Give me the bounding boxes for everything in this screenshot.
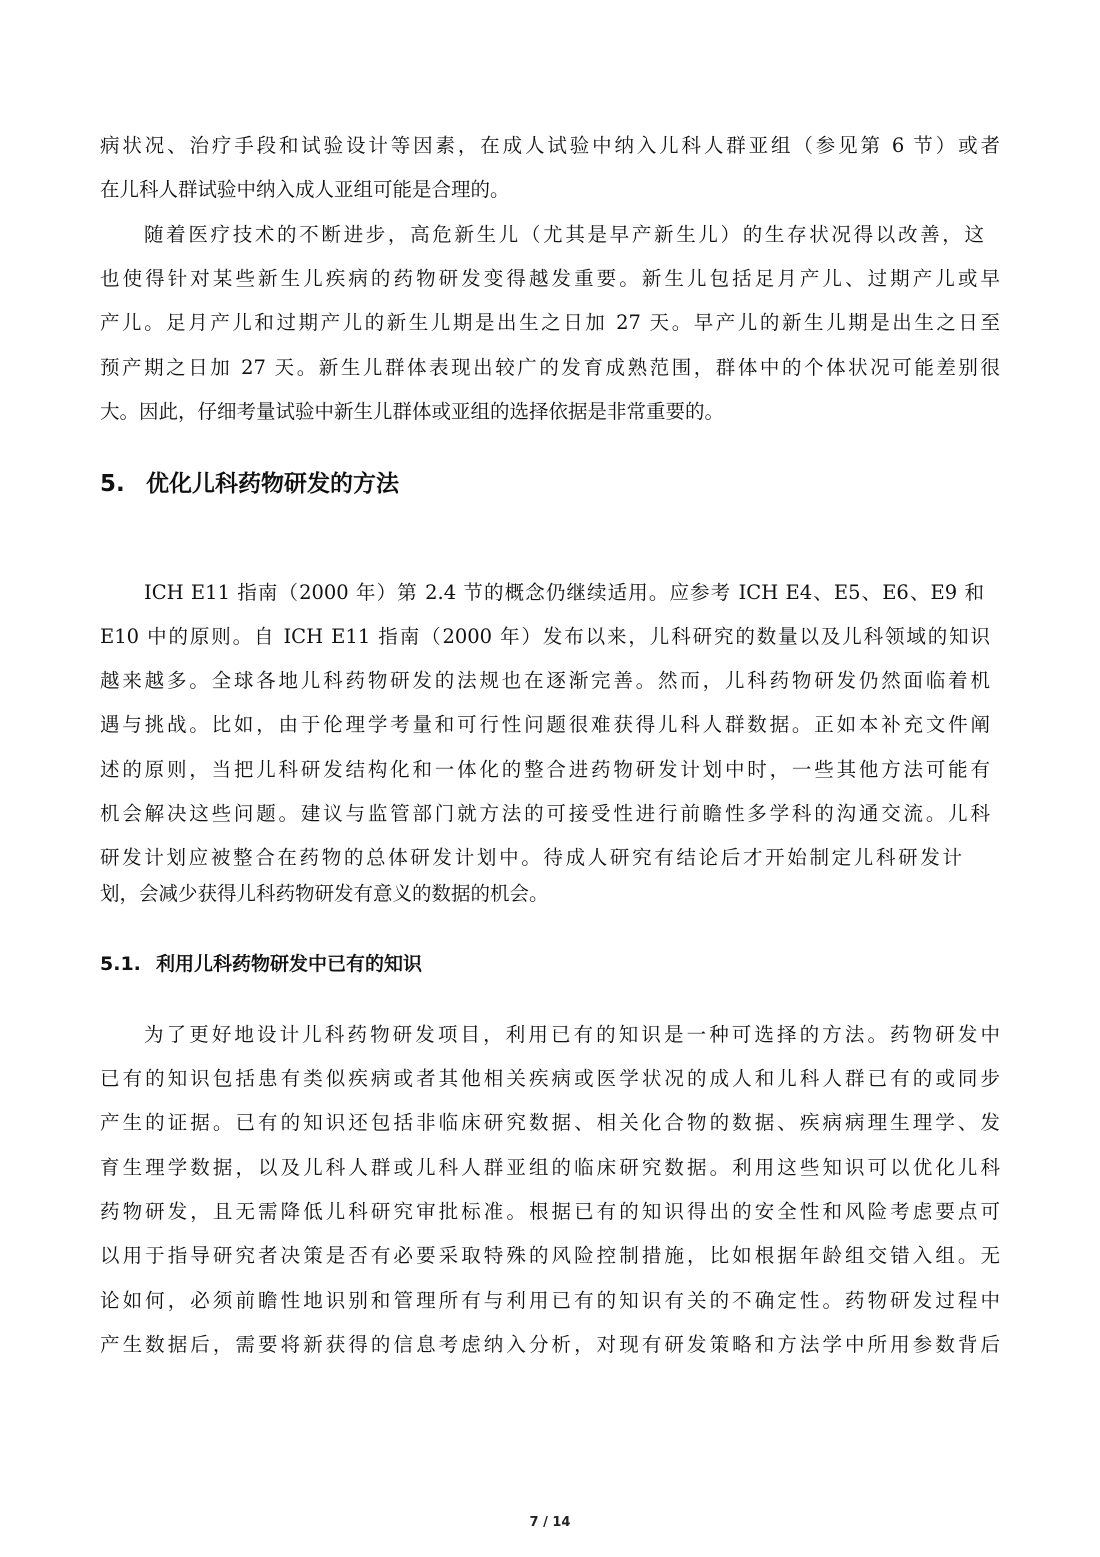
paragraph-line: 在儿科人群试验中纳入成人亚组可能是合理的。: [100, 178, 510, 201]
paragraph-line: 产生的证据。已有的知识还包括非临床研究数据、相关化合物的数据、疾病病理生理学、发: [100, 1111, 1000, 1134]
paragraph-line: 病状况、治疗手段和试验设计等因素，在成人试验中纳入儿科人群亚组（参见第 6 节）或者: [100, 134, 1000, 157]
paragraph-line: 述的原则，当把儿科研发结构化和一体化的整合进药物研发计划中时，一些其他方法可能有: [100, 758, 990, 781]
paragraph-line: 大。因此，仔细考量试验中新生儿群体或亚组的选择依据是非常重要的。: [100, 400, 725, 423]
paragraph-line: 产儿。足月产儿和过期产儿的新生儿期是出生之日加 27 天。早产儿的新生儿期是出生之日至: [100, 311, 1000, 334]
subsection-number: 5.1.: [100, 953, 141, 975]
paragraph-line: 遇与挑战。比如，由于伦理学考量和可行性问题很难获得儿科人群数据。正如本补充文件阐: [100, 713, 990, 736]
section-heading: [100, 469, 399, 499]
paragraph-line: 随着医疗技术的不断进步，高危新生儿（尤其是早产新生儿）的生存状况得以改善，这: [144, 223, 984, 246]
paragraph-line: 产生数据后，需要将新获得的信息考虑纳入分析，对现有研发策略和方法学中所用参数背后: [100, 1333, 1000, 1356]
paragraph-line: 为了更好地设计儿科药物研发项目，利用已有的知识是一种可选择的方法。药物研发中: [144, 1023, 1000, 1046]
paragraph-line: 划，会减少获得儿科药物研发有意义的数据的机会。: [100, 882, 549, 905]
paragraph-line: 药物研发，且无需降低儿科研究审批标准。根据已有的知识得出的安全性和风险考虑要点可: [100, 1200, 1000, 1223]
paragraph-line: 机会解决这些问题。建议与监管部门就方法的可接受性进行前瞻性多学科的沟通交流。儿科: [100, 802, 990, 825]
paragraph-line: 以用于指导研究者决策是否有必要采取特殊的风险控制措施，比如根据年龄组交错入组。无: [100, 1244, 1000, 1267]
paragraph-line: 也使得针对某些新生儿疾病的药物研发变得越发重要。新生儿包括足月产儿、过期产儿或早: [100, 267, 1000, 290]
subsection-title: 利用儿科药物研发中已有的知识: [156, 953, 423, 975]
paragraph-line: 越来越多。全球各地儿科药物研发的法规也在逐渐完善。然而，儿科药物研发仍然面临着机: [100, 669, 990, 692]
subsection-heading: [100, 951, 422, 977]
section-number: 5.: [100, 471, 125, 497]
paragraph-line: 论如何，必须前瞻性地识别和管理所有与利用已有的知识有关的不确定性。药物研发过程中: [100, 1289, 1000, 1312]
page-number: 7 / 14: [529, 1515, 571, 1530]
paragraph-line: 已有的知识包括患有类似疾病或者其他相关疾病或医学状况的成人和儿科人群已有的或同步: [100, 1067, 1000, 1090]
paragraph-line: ICH E11 指南（2000 年）第 2.4 节的概念仍继续适用。应参考 ICH E4、E5、E6、E9 和: [144, 581, 984, 604]
paragraph-line: 研发计划应被整合在药物的总体研发计划中。待成人研究有结论后才开始制定儿科研发计: [100, 846, 962, 869]
paragraph-line: E10 中的原则。自 ICH E11 指南（2000 年）发布以来，儿科研究的数量以及儿科领域的知识: [100, 625, 990, 648]
section-title: 优化儿科药物研发的方法: [146, 471, 399, 497]
paragraph-line: 预产期之日加 27 天。新生儿群体表现出较广的发育成熟范围，群体中的个体状况可能差别很: [100, 356, 1000, 379]
paragraph-line: 育生理学数据，以及儿科人群或儿科人群亚组的临床研究数据。利用这些知识可以优化儿科: [100, 1156, 1000, 1179]
